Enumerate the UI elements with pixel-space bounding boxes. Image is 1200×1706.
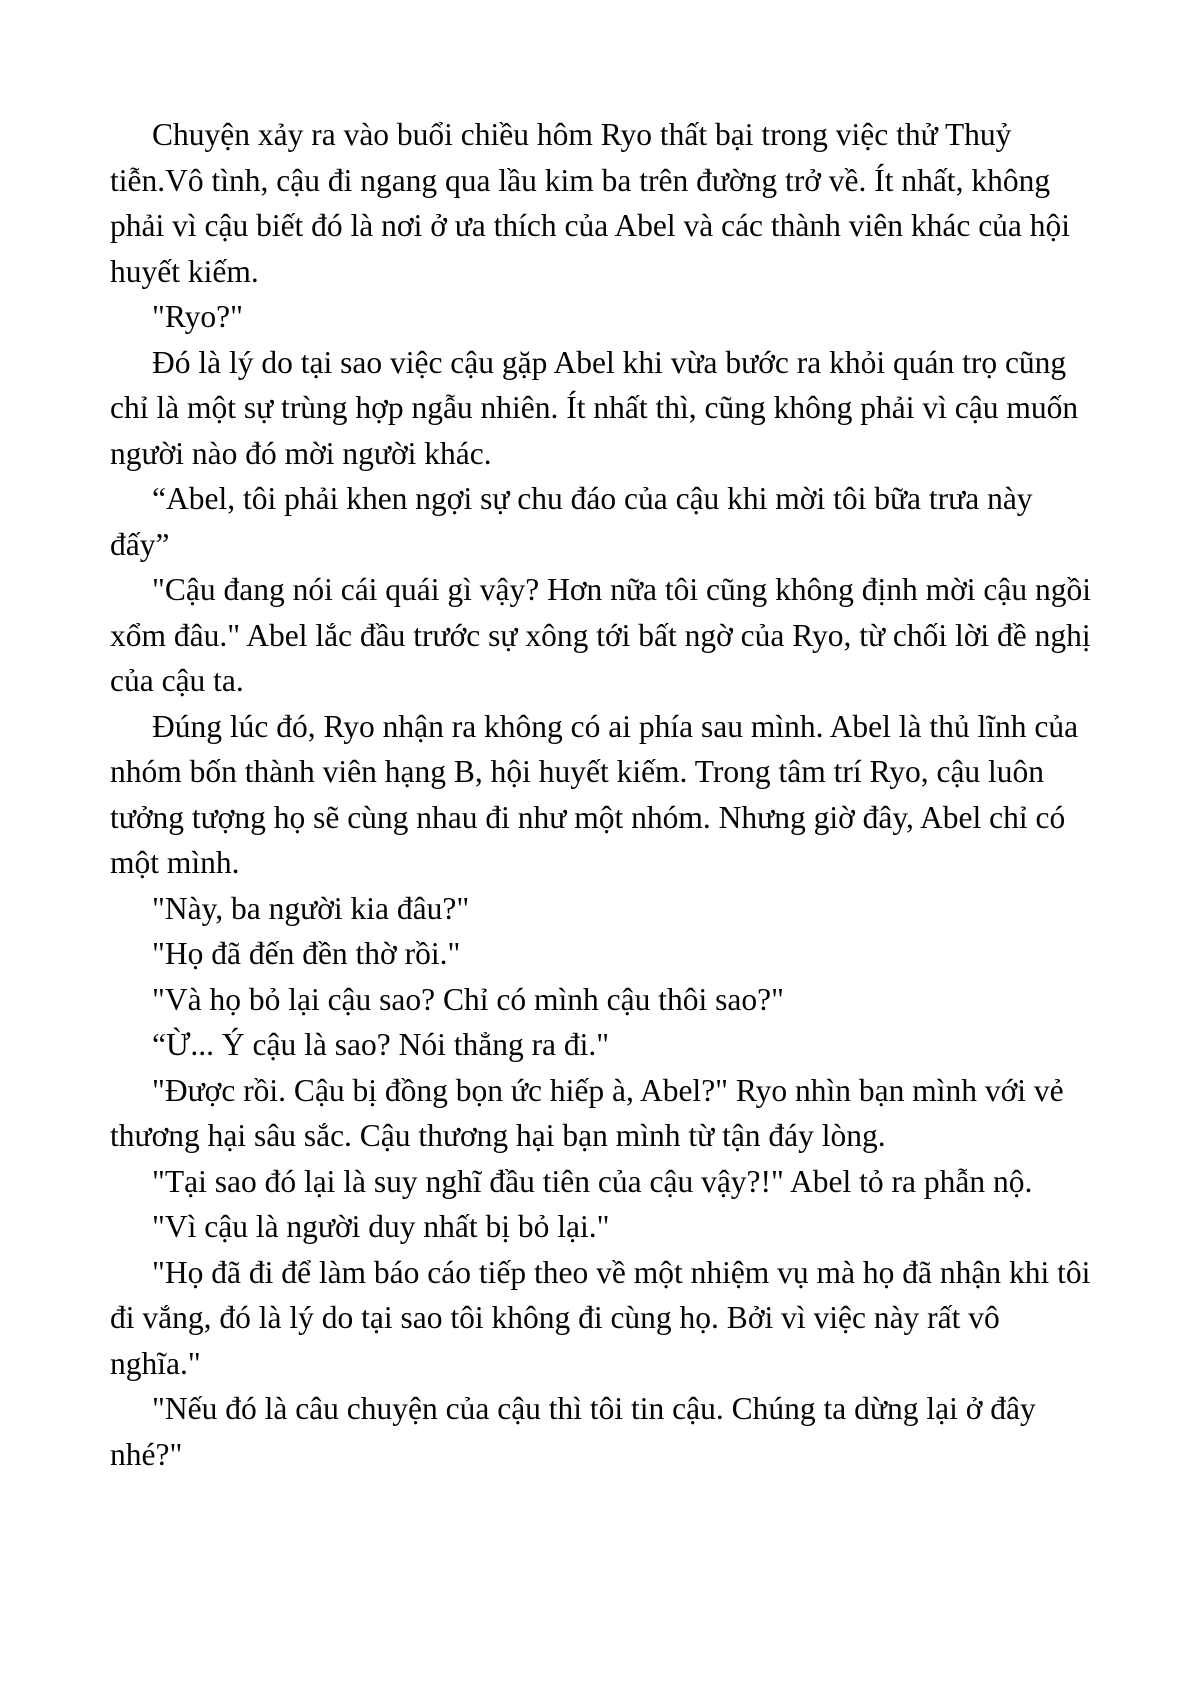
paragraph: "Được rồi. Cậu bị đồng bọn ức hiếp à, Abel?" Ryo nhìn bạn mình với vẻ thương hại sâu sắc. Cậu thương hại bạn mình từ tận đáy lòng. (110, 1072, 1064, 1153)
document-body (110, 112, 1092, 1477)
paragraph: Chuyện xảy ra vào buổi chiều hôm Ryo thất bại trong việc thử Thuỷ tiễn.Vô tình, cậu đi ngang qua lầu kim ba trên đường trở về. Ít nhất, không phải vì cậu biết đó là nơi ở ưa thích của Abel và các thành viên khác của hội huyết kiếm. (110, 117, 1071, 289)
paragraph: "Vì cậu là người duy nhất bị bỏ lại." (152, 1209, 610, 1244)
paragraph: "Này, ba người kia đâu?" (152, 890, 470, 926)
paragraph: “Abel, tôi phải khen ngợi sự chu đáo của cậu khi mời tôi bữa trưa này đấy” (110, 481, 1033, 562)
paragraph: "Nếu đó là câu chuyện của cậu thì tôi tin cậu. Chúng ta dừng lại ở đây nhé?" (110, 1391, 1036, 1472)
paragraph: “Ừ... Ý cậu là sao? Nói thẳng ra đi." (152, 1027, 610, 1062)
paragraph: "Cậu đang nói cái quái gì vậy? Hơn nữa tôi cũng không định mời cậu ngồi xổm đâu." Abel lắc đầu trước sự xông tới bất ngờ của Ryo, từ chối lời đề nghị của cậu ta. (110, 572, 1091, 698)
paragraph: Đó là lý do tại sao việc cậu gặp Abel khi vừa bước ra khỏi quán trọ cũng chỉ là một sự trùng hợp ngẫu nhiên. Ít nhất thì, cũng không phải vì cậu muốn người nào đó mời người khác. (110, 344, 1079, 471)
paragraph: Đúng lúc đó, Ryo nhận ra không có ai phía sau mình. Abel là thủ lĩnh của nhóm bốn thành viên hạng B, hội huyết kiếm. Trong tâm trí Ryo, cậu luôn tưởng tượng họ sẽ cùng nhau đi như một nhóm. Nhưng giờ đây, Abel chỉ có một mình. (110, 708, 1079, 880)
paragraph: "Họ đã đi để làm báo cáo tiếp theo về một nhiệm vụ mà họ đã nhận khi tôi đi vắng, đó là lý do tại sao tôi không đi cùng họ. Bởi vì việc này rất vô nghĩa." (110, 1254, 1091, 1381)
paragraph: "Và họ bỏ lại cậu sao? Chỉ có mình cậu thôi sao?" (152, 981, 784, 1017)
paragraph: "Tại sao đó lại là suy nghĩ đầu tiên của cậu vậy?!" Abel tỏ ra phẫn nộ. (152, 1163, 1033, 1199)
paragraph: "Họ đã đến đền thờ rồi." (152, 936, 461, 971)
paragraph: "Ryo?" (152, 299, 243, 334)
